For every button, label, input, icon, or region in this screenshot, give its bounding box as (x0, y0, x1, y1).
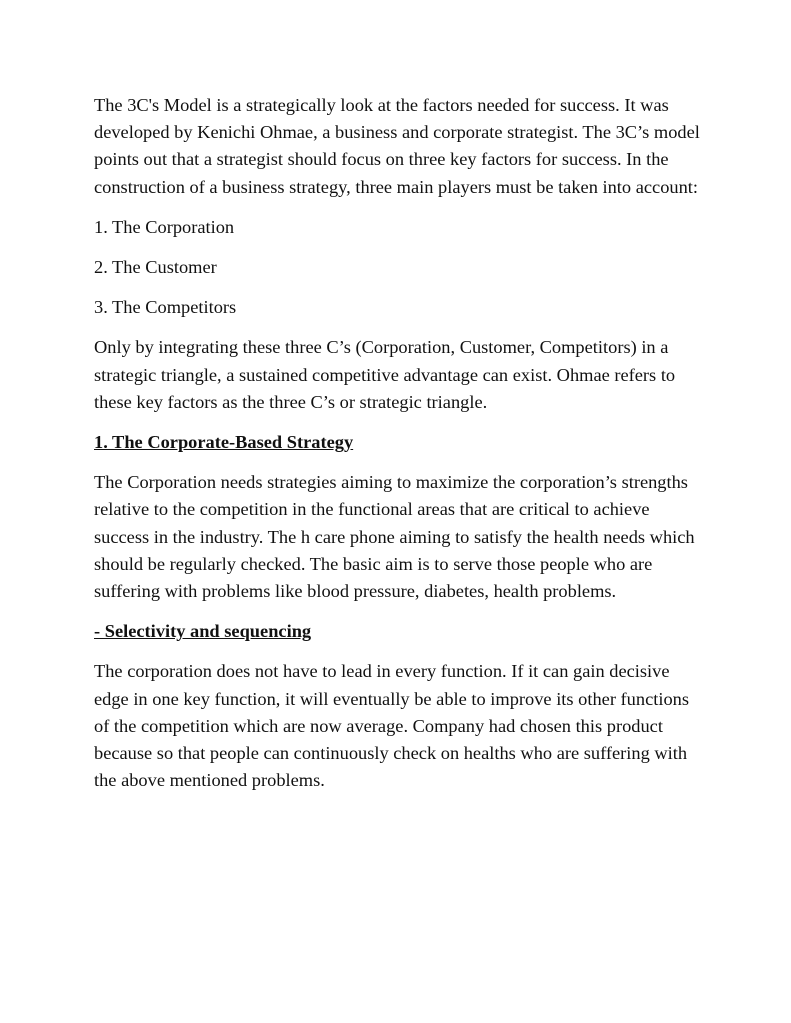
corporate-strategy-paragraph: The Corporation needs strategies aiming to maximize the corporation’s strengths relative to the competition in the functional areas that are critical to achieve success in the industry. The h care phone aiming to satisfy the health needs which should be regularly checked. The basic aim is to serve those people who are suffering with problems like blood pressure, diabetes, health problems. (94, 472, 695, 602)
selectivity-paragraph: The corporation does not have to lead in every function. If it can gain decisive edge in one key function, it will eventually be able to improve its other functions of the competition which are now average. Company had chosen this product because so that people can continuously check on healths who are suffering with the above mentioned problems. (94, 661, 689, 791)
document-page (94, 92, 704, 807)
integration-paragraph: Only by integrating these three C’s (Corporation, Customer, Competitors) in a strategic triangle, a sustained competitive advantage can exist. Ohmae refers to these key factors as the three C’s or strategic triangle. (94, 337, 676, 412)
selectivity-heading: - Selectivity and sequencing (94, 621, 312, 642)
intro-paragraph: The 3C's Model is a strategically look at the factors needed for success. It was developed by Kenichi Ohmae, a business and corporate strategist. The 3C’s model points out that a strategist should focus on three key factors for success. In the construction of a business strategy, three main players must be taken into account: (94, 95, 700, 197)
corporate-strategy-heading: 1. The Corporate-Based Strategy (94, 432, 354, 453)
player-item-corporation: 1. The Corporation (94, 216, 235, 237)
player-item-customer: 2. The Customer (94, 257, 217, 278)
player-item-competitors: 3. The Competitors (94, 297, 237, 318)
